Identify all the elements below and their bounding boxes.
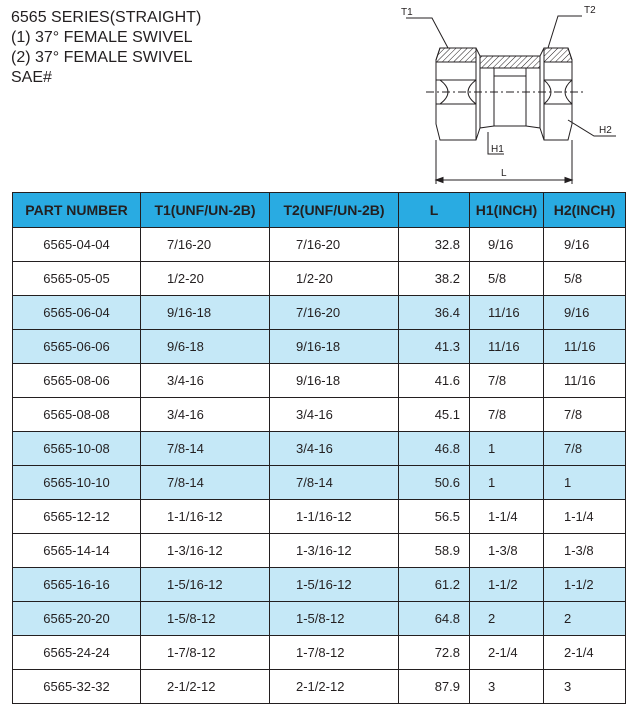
cell-t1: 1-5/16-12: [141, 568, 270, 602]
cell-h1: 1-1/2: [470, 568, 544, 602]
cell-part: 6565-06-04: [13, 296, 141, 330]
cell-t2: 1/2-20: [270, 262, 399, 296]
cell-h2: 9/16: [544, 296, 626, 330]
cell-t1: 9/6-18: [141, 330, 270, 364]
t2-label: T2: [584, 5, 596, 16]
cell-t2: 7/16-20: [270, 296, 399, 330]
cell-t1: 7/8-14: [141, 466, 270, 500]
table-row: [13, 296, 626, 330]
series-title-block: [11, 8, 201, 88]
cell-part: 6565-05-05: [13, 262, 141, 296]
cell-h2: 1-3/8: [544, 534, 626, 568]
cell-h1: 2-1/4: [470, 636, 544, 670]
table-row: [13, 262, 626, 296]
cell-t2: 1-7/8-12: [270, 636, 399, 670]
cell-h1: 2: [470, 602, 544, 636]
table-row: [13, 398, 626, 432]
cell-t1: 7/8-14: [141, 432, 270, 466]
table-row: [13, 364, 626, 398]
cell-part: 6565-24-24: [13, 636, 141, 670]
table-row: [13, 432, 626, 466]
cell-h1: 5/8: [470, 262, 544, 296]
col-t1: T1(UNF/UN-2B): [141, 193, 270, 228]
cell-h2: 7/8: [544, 432, 626, 466]
col-h2: H2(INCH): [544, 193, 626, 228]
cell-l: 87.9: [399, 670, 470, 704]
cell-h2: 9/16: [544, 228, 626, 262]
table-row: [13, 602, 626, 636]
cell-h1: 7/8: [470, 398, 544, 432]
series-title: 6565 SERIES(STRAIGHT): [11, 9, 202, 26]
cell-l: 58.9: [399, 534, 470, 568]
cell-part: 6565-10-10: [13, 466, 141, 500]
cell-part: 6565-14-14: [13, 534, 141, 568]
spec-table: [12, 192, 626, 704]
cell-t2: 2-1/2-12: [270, 670, 399, 704]
table-row: [13, 670, 626, 704]
cell-t1: 9/16-18: [141, 296, 270, 330]
cell-t2: 1-3/16-12: [270, 534, 399, 568]
cell-l: 32.8: [399, 228, 470, 262]
table-row: [13, 466, 626, 500]
table-row: [13, 228, 626, 262]
cell-t2: 7/16-20: [270, 228, 399, 262]
table-row: [13, 534, 626, 568]
cell-h1: 11/16: [470, 330, 544, 364]
cell-h2: 7/8: [544, 398, 626, 432]
cell-h1: 3: [470, 670, 544, 704]
cell-l: 72.8: [399, 636, 470, 670]
table-body: [13, 228, 626, 704]
cell-t2: 1-5/8-12: [270, 602, 399, 636]
cell-part: 6565-20-20: [13, 602, 141, 636]
fitting-drawing: [406, 16, 616, 184]
col-h1: H1(INCH): [470, 193, 544, 228]
cell-l: 36.4: [399, 296, 470, 330]
cell-h2: 2-1/4: [544, 636, 626, 670]
cell-t1: 1-1/16-12: [141, 500, 270, 534]
cell-h1: 9/16: [470, 228, 544, 262]
cell-t2: 1-5/16-12: [270, 568, 399, 602]
cell-t1: 1-5/8-12: [141, 602, 270, 636]
cell-part: 6565-08-08: [13, 398, 141, 432]
cell-part: 6565-08-06: [13, 364, 141, 398]
cell-l: 61.2: [399, 568, 470, 602]
cell-part: 6565-32-32: [13, 670, 141, 704]
cell-l: 45.1: [399, 398, 470, 432]
cell-h2: 1-1/2: [544, 568, 626, 602]
cell-part: 6565-16-16: [13, 568, 141, 602]
cell-t1: 1-3/16-12: [141, 534, 270, 568]
cell-h1: 11/16: [470, 296, 544, 330]
cell-l: 56.5: [399, 500, 470, 534]
fitting-diagram: [398, 4, 618, 190]
table-row: [13, 330, 626, 364]
cell-h2: 3: [544, 670, 626, 704]
cell-h2: 1: [544, 466, 626, 500]
cell-t1: 3/4-16: [141, 364, 270, 398]
cell-l: 38.2: [399, 262, 470, 296]
table-row: [13, 500, 626, 534]
h1-label: H1: [491, 144, 504, 155]
col-l: L: [399, 193, 470, 228]
cell-l: 41.6: [399, 364, 470, 398]
cell-part: 6565-12-12: [13, 500, 141, 534]
cell-t2: 1-1/16-12: [270, 500, 399, 534]
standard-label: SAE#: [11, 69, 52, 86]
cell-part: 6565-04-04: [13, 228, 141, 262]
cell-h1: 1: [470, 432, 544, 466]
cell-t2: 9/16-18: [270, 330, 399, 364]
cell-h2: 11/16: [544, 330, 626, 364]
cell-t2: 9/16-18: [270, 364, 399, 398]
cell-t2: 7/8-14: [270, 466, 399, 500]
col-t2: T2(UNF/UN-2B): [270, 193, 399, 228]
cell-l: 50.6: [399, 466, 470, 500]
t1-label: T1: [401, 7, 413, 18]
cell-t1: 1-7/8-12: [141, 636, 270, 670]
end2-description: (2) 37° FEMALE SWIVEL: [11, 49, 193, 66]
col-part-number: PART NUMBER: [13, 193, 141, 228]
cell-h2: 5/8: [544, 262, 626, 296]
cell-t2: 3/4-16: [270, 432, 399, 466]
table-row: [13, 568, 626, 602]
cell-t2: 3/4-16: [270, 398, 399, 432]
cell-l: 41.3: [399, 330, 470, 364]
cell-t1: 2-1/2-12: [141, 670, 270, 704]
l-label: L: [501, 168, 507, 179]
h2-label: H2: [599, 125, 612, 136]
cell-h1: 1: [470, 466, 544, 500]
cell-h2: 1-1/4: [544, 500, 626, 534]
cell-t1: 7/16-20: [141, 228, 270, 262]
cell-part: 6565-10-08: [13, 432, 141, 466]
cell-h1: 7/8: [470, 364, 544, 398]
table-header-row: [13, 193, 626, 228]
cell-h1: 1-1/4: [470, 500, 544, 534]
cell-part: 6565-06-06: [13, 330, 141, 364]
cell-h1: 1-3/8: [470, 534, 544, 568]
cell-t1: 1/2-20: [141, 262, 270, 296]
cell-l: 46.8: [399, 432, 470, 466]
cell-h2: 2: [544, 602, 626, 636]
cell-h2: 11/16: [544, 364, 626, 398]
cell-l: 64.8: [399, 602, 470, 636]
end1-description: (1) 37° FEMALE SWIVEL: [11, 29, 193, 46]
table-row: [13, 636, 626, 670]
cell-t1: 3/4-16: [141, 398, 270, 432]
